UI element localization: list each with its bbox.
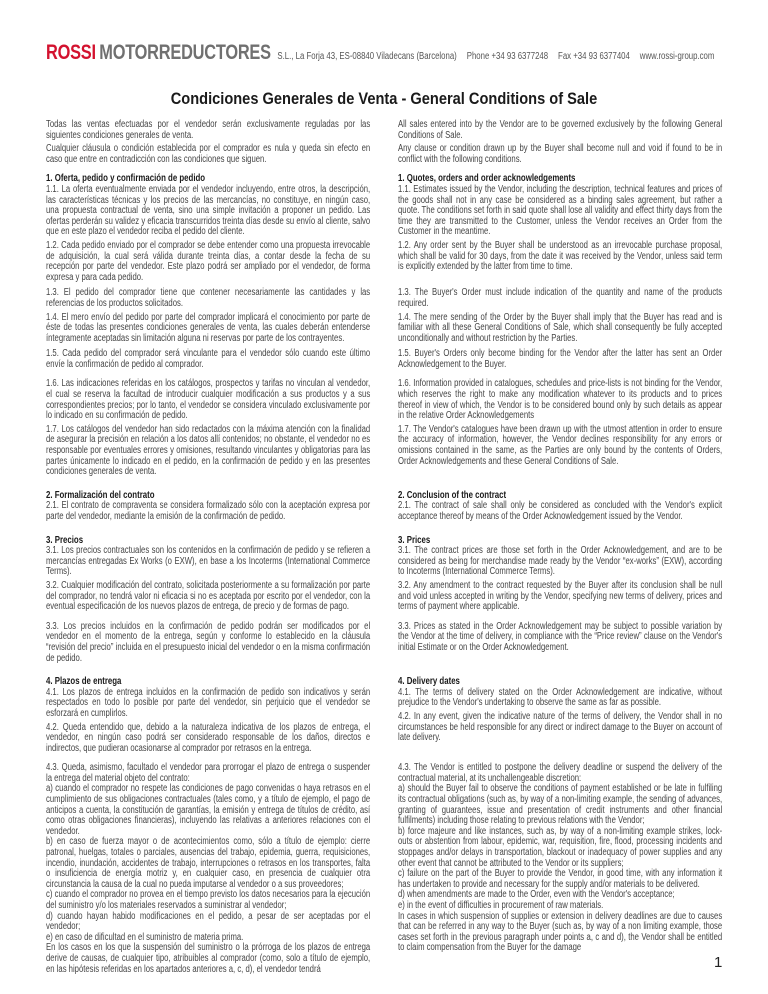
clause-item: c) cuando el comprador no provea en el tiempo previsto los datos necesarios para la ejecución del suministro y/o los materiales reservados a suministrar al vendedor; (46, 889, 371, 911)
spanish-column (46, 120, 370, 168)
section-heading: 4. Delivery dates (398, 676, 460, 688)
clause-item: a) should the Buyer fail to observe the conditions of payment established or be late in fulfiling its contractual obligations (such as, by way of a non-limiting example, the sending of advances, granting of guarantees, issue and presentation of credit instruments and other financial fulfilments) including those relating to previous relations with the Vendor; (398, 783, 723, 827)
clause-paragraph: 4.1. The terms of delivery stated on the Order Acknowledgement are indicative, without prejudice to the Vendor's undertaking to observe the same as far as possible. (398, 686, 723, 709)
section-row (46, 349, 722, 373)
clause-paragraph: 3.1. The contract prices are those set forth in the Order Acknowledgement, and are to be considered as being for merchandise made ready by the Vendor “ex-works” (EXW), according to Incoterms (International Commerce Terms). (398, 545, 723, 578)
clause-paragraph: 1.2. Cada pedido enviado por el comprador se debe entender como una propuesta irrevocable de adquisición, la cual será válida durante treinta días, a contar desde la fecha de su recepción por parte del vendedor. Este plazo podrá ser ampliado por el vendedor, de forma expresa y para cada pedido. (46, 239, 371, 283)
clause-item: e) in the event of difficulties in procurement of raw materials. (398, 900, 604, 911)
english-column (398, 120, 722, 168)
clause-paragraph: 2.1. The contract of sale shall only be considered as concluded with the Vendor's explicit acceptance thereof by means of the Order Acknowledgement issued by the Vendor. (398, 500, 723, 522)
english-column (398, 288, 722, 347)
clause-paragraph: 3.1. Los precios contractuales son los contenidos en la confirmación de pedido y se refieren a mercancías entregadas Ex Works (o EXW), en base a los Incoterms (International Commerce Terms). (46, 545, 371, 578)
section-row (46, 536, 722, 616)
section-heading: 1. Oferta, pedido y confirmación de pedido (46, 173, 206, 185)
clause-paragraph: 1.3. The Buyer's Order must include indication of the quantity and name of the products required. (398, 287, 723, 309)
brand-name-rossi: ROSSI (46, 41, 96, 64)
english-column (398, 379, 722, 480)
spanish-column (46, 536, 370, 616)
clause-paragraph: 1.6. Las indicaciones referidas en los catálogos, prospectos y tarifas no vinculan al vendedor, el cual se reserva la facultad de introducir cualquier modificación a sus productos y a sus correspondientes precios; por lo tanto, el vendedor se considera vinculado exclusivamente por lo indicado en su confirmación de pedido. (46, 378, 371, 422)
spanish-column (46, 491, 370, 526)
section-row (46, 379, 722, 480)
clause-paragraph: All sales entered into by the Vendor are to be governed exclusively by the following General Conditions of Sale. (398, 119, 723, 141)
spanish-column (46, 677, 370, 757)
company-address (277, 51, 722, 62)
section-heading: 3. Precios (46, 534, 84, 546)
letterhead (46, 41, 722, 65)
english-column (398, 491, 722, 526)
clause-paragraph: 1.1. Estimates issued by the Vendor, including the description, technical features and prices of the goods shall not in any case be considered as a binding sales agreement, but rather a quote. The conditions set forth in said quote shall lose all validity and effect thirty days from the time they are transmitted to the Customer, unless the Vendor receives an Order from the Customer in the meantime. (398, 183, 723, 238)
clause-item: c) failure on the part of the Buyer to provide the Vendor, in good time, with any information it has undertaken to provide and necessary for the supply and/or materials to be delivered. (398, 868, 723, 890)
spanish-column (46, 379, 370, 480)
clause-paragraph: Cualquier cláusula o condición establecida por el comprador es nula y queda sin efecto en caso que entre en contradicción con las condiciones que siguen. (46, 143, 371, 165)
clause-paragraph: 4.3. Queda, asimismo, facultado el vendedor para prorrogar el plazo de entrega o suspender la entrega del material objeto del contrato: (46, 762, 371, 784)
section-row (46, 677, 722, 757)
section-heading: 2. Conclusion of the contract (398, 489, 507, 501)
clause-paragraph: 1.3. El pedido del comprador tiene que contener necesariamente las cantidades y las referencias de los productos solicitados. (46, 287, 371, 309)
clause-item: d) cuando hayan habido modificaciones en el pedido, a pesar de ser aceptadas por el vendedor; (46, 910, 371, 933)
clause-paragraph: 2.1. El contrato de compraventa se considera formalizado sólo con la aceptación expresa por parte del vendedor, mediante la emisión de la confirmación de pedido. (46, 500, 371, 522)
clause-paragraph: 1.7. Los catálogos del vendedor han sido redactados con la máxima atención con la finalidad de asegurar la precisión en relación a los datos allí contenidos; no obstante, el vendedor no es responsable por eventuales errores y omisiones, resultando vinculantes y obligatorias para las partes únicamente lo indicado en el pedido, en la confirmación de pedido y en las presentes condiciones generales de venta. (46, 423, 371, 478)
clause-item: b) force majeure and like instances, such as, by way of a non-limiting example strikes, lock-outs or abstention from labour, epidemic, war, requisition, fire, flood, processing incidents and stoppages and/or delays in transportation, blackout or inadequacy of power supplies and any other event that cannot be attributed to the Vendor or its suppliers; (398, 825, 723, 869)
conditions-body (46, 120, 722, 979)
english-column (398, 763, 722, 975)
section-row (46, 288, 722, 347)
section-heading: 3. Prices (398, 534, 431, 546)
phone-number: Phone +34 93 6377248 (466, 51, 549, 62)
section-row (46, 763, 722, 975)
english-column (398, 174, 722, 286)
clause-item: En los casos en los que la suspensión del suministro o la prórroga de los plazos de entrega derive de causas, de cualquier tipo, atribuibles al comprador (como, solo a título de ejemplo, en las hipótesis referidas en los apartados anteriores a, c, d), el vendedor tendrá (46, 942, 371, 975)
section-heading: 2. Formalización del contrato (46, 489, 155, 501)
english-column (398, 536, 722, 616)
clause-paragraph: 1.4. El mero envío del pedido por parte del comprador implicará el conocimiento por parte de éste de todas las presentes condiciones generales de venta, las cuales deberán entenderse íntegramente aceptadas sin limitación alguna ni reservas por parte de los contrayentes. (46, 311, 371, 344)
clause-paragraph: 1.2. Any order sent by the Buyer shall be understood as an irrevocable purchase proposal, which shall be valid for 30 days, from the date it was received by the Vendor, unless said term is explicitly extended by the latter from time to time. (398, 239, 723, 273)
spanish-column (46, 288, 370, 347)
website: www.rossi-group.com (639, 51, 715, 62)
english-column (398, 349, 722, 373)
spanish-column (46, 763, 370, 975)
spanish-column (46, 349, 370, 373)
page-title (0, 89, 768, 109)
clause-paragraph: 3.2. Cualquier modificación del contrato, solicitada posteriormente a su formalización por parte del comprador, no tendrá valor ni eficacia si no es aceptada por escrito por el vendedor, con la eventual especificación de los nuevos plazos de entrega, de precio y de formas de pago. (46, 579, 371, 613)
clause-paragraph: Todas las ventas efectuadas por el vendedor serán exclusivamente reguladas por las siguientes condiciones generales de venta. (46, 119, 371, 141)
page-number: 1 (714, 954, 723, 971)
clause-paragraph: 4.2. Queda entendido que, debido a la naturaleza indicativa de los plazos de entrega, el vendedor, en ningún caso podrá ser considerado responsable de los daños, directos e indirectos, que pudieran ocasionarse al comprador por retrasos en la entrega. (46, 721, 371, 754)
section-row (46, 174, 722, 286)
spanish-column (46, 174, 370, 286)
clause-paragraph: 3.3. Prices as stated in the Order Acknowledgement may be subject to possible variation by the Vendor at the time of delivery, in compliance with the “Price review” clause on the Vendor's initial Estimate or on the Order Acknowledgement. (398, 620, 723, 653)
clause-paragraph: Any clause or condition drawn up by the Buyer shall become null and void if found to be in conflict with the following conditions. (398, 143, 723, 165)
clause-paragraph: 3.3. Los precios incluidos en la confirmación de pedido podrán ser modificados por el vendedor en el momento de la entrega, según y conforme lo establecido en la cláusula “revisión del precio” incluida en el presupuesto inicial del vendedor o en la misma confirmación de pedido. (46, 620, 371, 664)
company-suffix: S.L., La Forja 43, ES-08840 Viladecans (Barcelona) (277, 51, 457, 62)
clause-paragraph: 4.1. Los plazos de entrega incluidos en la confirmación de pedido son indicativos y serán respectados en todo lo posible por parte del vendedor, sin perjuicio que el vendedor se esforzará en cumplirlos. (46, 686, 371, 719)
spanish-column (46, 622, 370, 667)
english-column (398, 622, 722, 667)
clause-paragraph: 1.5. Buyer's Orders only become binding for the Vendor after the latter has sent an Order Acknowledgement to the Buyer. (398, 348, 723, 370)
clause-item: a) cuando el comprador no respete las condiciones de pago convenidas o haya retrasos en el cumplimiento de sus obligaciones contractuales (tales como, y a título de ejemplo, el pago de anticipos a cuenta, la constitución de garantías, la emisión y entrega de títulos de crédito, así como otras obligaciones financieras), incluyendo las relativas a anteriores relaciones con el vendedor. (46, 783, 371, 837)
clause-paragraph: 1.5. Cada pedido del comprador será vinculante para el vendedor sólo cuando este último envíe la confirmación de pedido al comprador. (46, 348, 371, 370)
clause-paragraph: 1.4. The mere sending of the Order by the Buyer shall imply that the Buyer has read and is familiar with all these General Conditions of Sale, which shall consequently be fully accepted unconditionally and without restriction by the Parties. (398, 311, 723, 344)
clause-item: e) en caso de dificultad en el suministro de materia prima. (46, 931, 244, 943)
clause-paragraph: 1.6. Information provided in catalogues, schedules and price-lists is not binding for the Vendor, which reserves the right to make any modification whatever to its products and to prices thereof in view of which, the Vendor is to be considered bound only by such details as appear in the relative Order Acknowledgements (398, 378, 723, 422)
clause-item: In cases in which suspension of supplies or extension in delivery deadlines are due to causes that can be referred in any way to the Buyer (such as, by way of a non limiting example, those cases set forth in the previous paragraph under points a, c and d), the Vendor shall be entitled to claim compensation from the Buyer for the damage (398, 910, 723, 954)
clause-paragraph: 1.7. The Vendor's catalogues have been drawn up with the utmost attention in order to ensure the accuracy of information, however, the Vendor declines responsibility for any errors or omissions contained in the same, as the Parties are only bound by the contents of Orders, Order Acknowledgements and these General Conditions of Sale. (398, 423, 723, 467)
section-row (46, 622, 722, 667)
section-heading: 4. Plazos de entrega (46, 676, 122, 688)
page-title-text: Condiciones Generales de Venta - General Conditions of Sale (170, 89, 598, 108)
brand-name-motorreductores: MOTORREDUCTORES (99, 41, 271, 64)
clause-paragraph: 1.1. La oferta eventualmente enviada por el vendedor incluyendo, entre otros, la descripción, las características técnicas y los precios de las mercancías, no constituye, en ningún caso, una propuesta contractual de venta, sino una simple invitación a proponer un pedido. Las ofertas perderán su validez y eficacia transcurridos treinta días desde su envío al cliente, salvo que en este plazo el vendedor reciba el pedido del cliente. (46, 183, 371, 238)
fax-number: Fax +34 93 6377404 (558, 51, 630, 62)
english-column (398, 677, 722, 757)
clause-item: d) when amendments are made to the Order, even with the Vendor's acceptance; (398, 889, 675, 901)
section-row (46, 491, 722, 526)
clause-paragraph: 4.2. In any event, given the indicative nature of the terms of delivery, the Vendor shall in no circumstances be held responsible for any direct or indirect damage to the Buyer on account of late delivery. (398, 710, 723, 744)
section-row (46, 120, 722, 168)
clause-item: b) en caso de fuerza mayor o de acontecimientos como, sólo a título de ejemplo: cierre patronal, huelgas, totales o parciales, ausencias del trabajo, epidemia, guerra, requisiciones, incendio, inundación, accidentes de trabajo, interrupciones o retrasos en los transportes, falta o insuficiencia de energía motriz y, en cualquier caso, en presencia de cualquier otra circunstancia la causa de la cual no pueda imputarse al vendedor o a sus proveedores; (46, 836, 371, 890)
clause-paragraph: 3.2. Any amendment to the contract requested by the Buyer after its conclusion shall be null and void unless accepted in writing by the Vendor, specifying new terms of delivery, prices and terms of payment where applicable. (398, 579, 723, 613)
section-heading: 1. Quotes, orders and order acknowledgements (398, 173, 576, 185)
clause-paragraph: 4.3. The Vendor is entitled to postpone the delivery deadline or suspend the delivery of the contractual material, at its unchallengeable discretion: (398, 762, 723, 784)
